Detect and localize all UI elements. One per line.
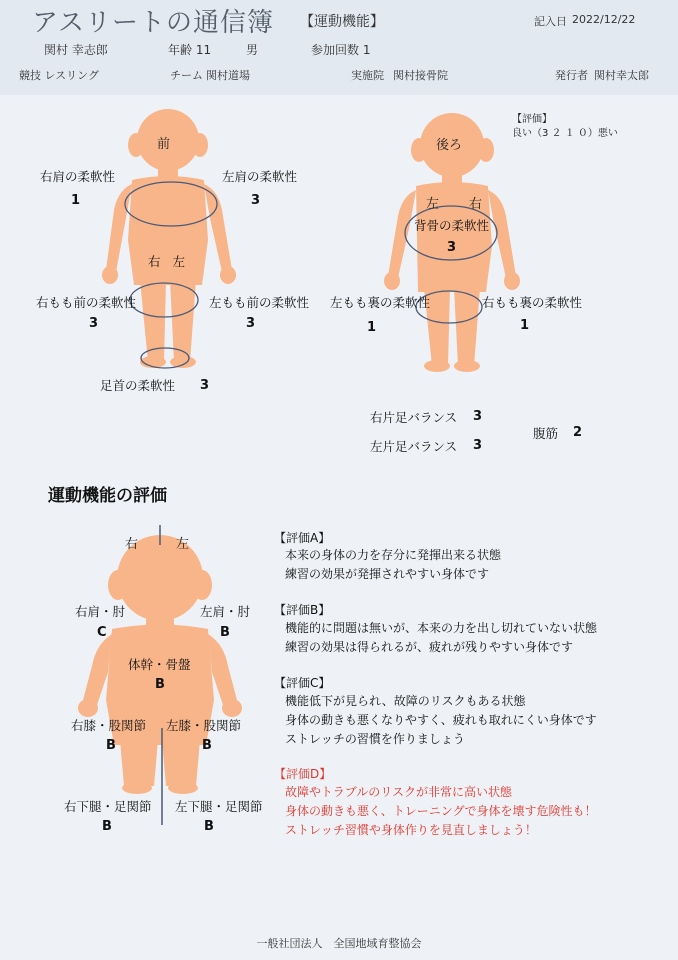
abs-label: 腹筋 [533,426,559,441]
page-subtitle: 【運動機能】 [300,14,384,30]
clinic-value: 関村接骨院 [393,69,448,82]
eval-d-line-1: 故障やトラブルのリスクが非常に高い状態 [285,785,513,799]
date-value: 2022/12/22 [572,13,636,26]
eval-d-heading: 【評価D】 [274,767,332,781]
left-shoulder-score: 3 [251,193,261,208]
left-hamstring-label: 左もも裏の柔軟性 [330,295,431,310]
right-lower-leg-label: 右下腿・足関節 [64,799,152,814]
left-shoulder-elbow-label: 左肩・肘 [200,604,251,619]
team-value: 関村道場 [206,69,250,82]
eval-c-line-2: 身体の動きも悪くなりやすく、疲れも取れにくい身体です [285,713,597,727]
left-lower-leg-grade: B [204,819,214,834]
eval-b-line-1: 機能的に問題は無いが、本来の力を出し切れていない状態 [285,621,598,635]
left-knee-hip-grade: B [202,738,212,753]
right-shoulder-score: 1 [71,193,81,208]
trunk-pelvis-grade: B [155,677,165,692]
right-lower-leg-grade: B [102,819,112,834]
spine-score: 3 [447,240,457,255]
right-balance-label: 右片足バランス [370,410,458,425]
back-right-label: 右 [469,197,483,212]
front-right-left-label: 右 左 [148,254,185,269]
issuer-label: 発行者 [555,69,588,82]
sport-field: 競技 レスリング [19,69,99,82]
gender-field: 男 [246,43,259,57]
eval-d-line-2: 身体の動きも悪く、トレーニングで身体を壊す危険性も！ [285,804,597,818]
right-hamstring-score: 1 [520,318,530,333]
right-shoulder-elbow-label: 右肩・肘 [75,604,126,619]
eval-a-line-1: 本来の身体の力を存分に発揮出来る状態 [285,548,502,562]
eval-b-heading: 【評価B】 [274,603,331,617]
front-label: 前 [157,137,171,152]
left-thigh-label: 左もも前の柔軟性 [209,295,310,310]
spine-label: 背骨の柔軟性 [414,218,490,233]
right-shoulder-label: 右肩の柔軟性 [40,169,116,184]
eval-left-label: 左 [176,537,190,552]
page-title: アスリートの通信簿 [32,8,274,38]
left-thigh-score: 3 [246,316,256,331]
right-hamstring-label: 右もも裏の柔軟性 [482,295,583,310]
footer-organization: 一般社団法人 全国地域育整協会 [256,937,422,950]
eval-c-heading: 【評価C】 [274,676,331,690]
right-thigh-label: 右もも前の柔軟性 [36,295,137,310]
eval-a-heading: 【評価A】 [274,531,331,545]
left-shoulder-label: 左肩の柔軟性 [222,169,298,184]
abs-score: 2 [573,425,583,440]
left-knee-hip-label: 左膝・股関節 [166,718,242,733]
back-left-label: 左 [426,197,440,212]
trunk-pelvis-label: 体幹・骨盤 [128,657,191,672]
right-balance-score: 3 [473,409,483,424]
eval-b-line-2: 練習の効果は得られるが、疲れが残りやすい身体です [285,640,574,654]
eval-right-label: 右 [125,537,139,552]
clinic-label: 実施院 [351,69,384,82]
right-knee-hip-label: 右膝・股関節 [71,718,147,733]
issuer-value: 関村幸太郎 [594,69,649,82]
right-shoulder-elbow-grade: C [97,625,107,640]
back-label: 後ろ [436,138,463,153]
participation-count: 参加回数 1 [311,43,371,57]
right-thigh-score: 3 [89,316,99,331]
date-label: 記入日 [534,15,567,28]
eval-d-line-3: ストレッチ習慣や身体作りを見直しましょう！ [285,823,537,837]
legend-scale: 良い（3 ２ １ ０）悪い [512,128,618,139]
eval-c-line-1: 機能低下が見られ、故障のリスクもある状態 [285,694,526,708]
right-knee-hip-grade: B [106,738,116,753]
legend-title: 【評価】 [512,114,552,125]
section-title: 運動機能の評価 [48,486,167,506]
ankle-label: 足首の柔軟性 [100,378,176,393]
team-label: チーム [170,69,203,82]
ankle-score: 3 [200,378,210,393]
left-balance-label: 左片足バランス [370,439,458,454]
eval-c-line-3: ストレッチの習慣を作りましょう [285,732,465,746]
athlete-name: 関村 幸志郎 [44,43,108,57]
left-shoulder-elbow-grade: B [220,625,230,640]
eval-a-line-2: 練習の効果が発揮されやすい身体です [285,567,490,581]
left-lower-leg-label: 左下腿・足関節 [175,799,263,814]
age-field: 年齢 11 [168,43,212,57]
left-balance-score: 3 [473,438,483,453]
left-hamstring-score: 1 [367,320,377,335]
